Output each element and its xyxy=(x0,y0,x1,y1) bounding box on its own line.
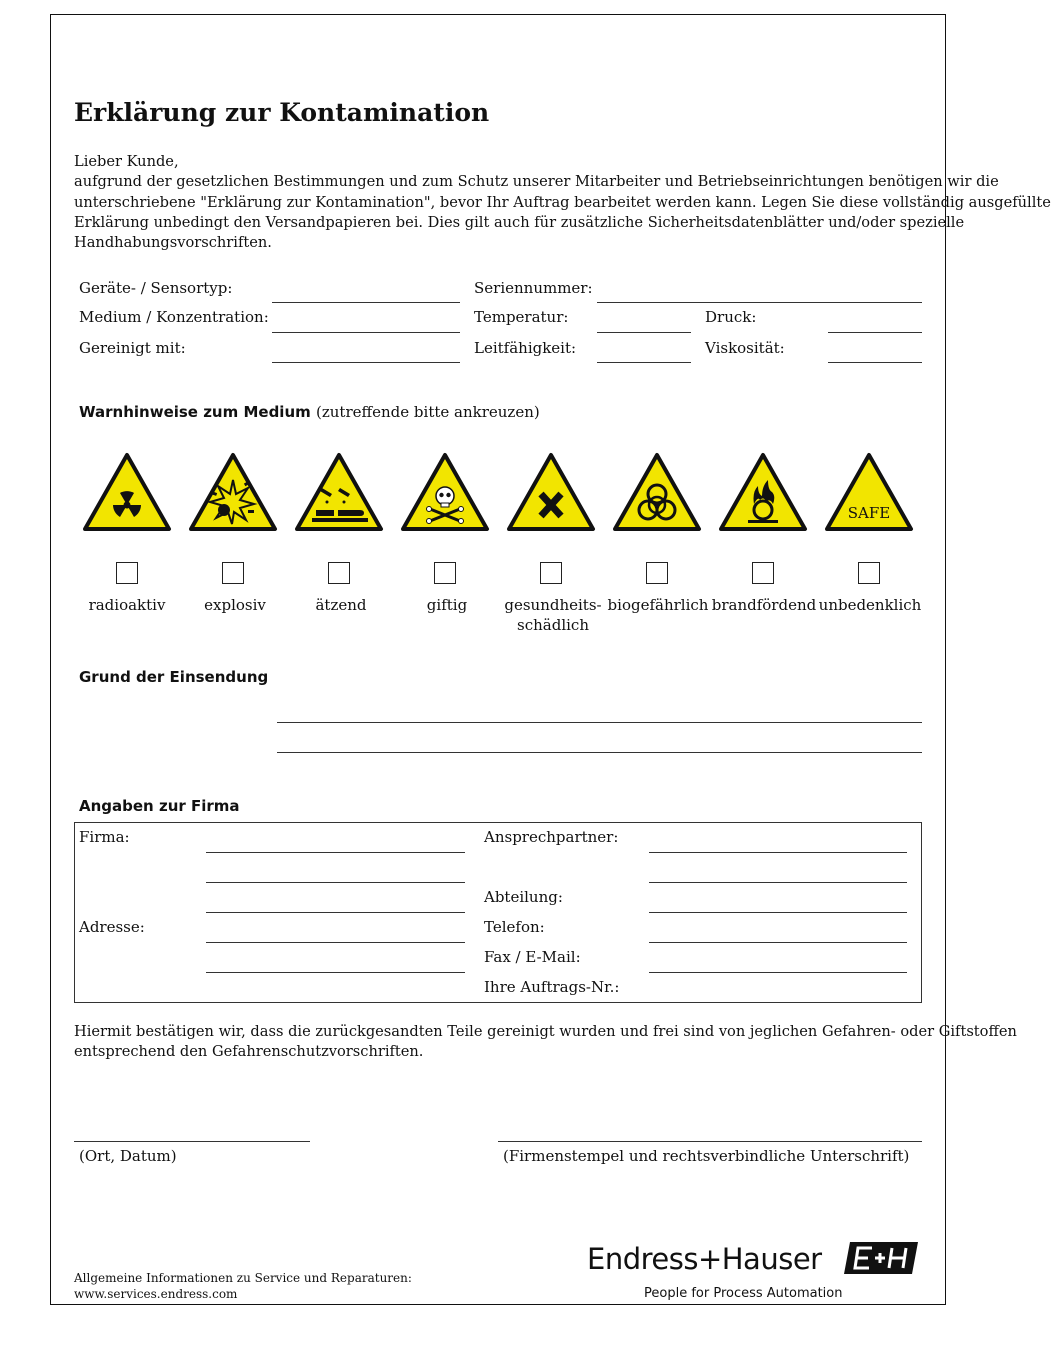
department-field[interactable] xyxy=(649,912,907,913)
stamp-label: (Firmenstempel und rechtsverbindliche Unterschrift) xyxy=(503,1147,910,1165)
checkbox-unbedenklich[interactable] xyxy=(858,562,880,584)
medium-field[interactable] xyxy=(272,332,460,333)
device-type-field[interactable] xyxy=(272,302,460,303)
confirmation-line: Hiermit bestätigen wir, dass die zurückgesandten Teile gereinigt wurden und frei sind von jeglichen Gefahren- oder Giftstoffen xyxy=(74,1023,1017,1040)
adresse-label: Adresse: xyxy=(79,918,145,936)
hazard-label: biogefährlich xyxy=(607,596,709,614)
pressure-label: Druck: xyxy=(705,308,757,326)
biohazard-icon xyxy=(612,452,702,532)
hazard-heading xyxy=(79,403,540,421)
temperature-field[interactable] xyxy=(597,332,691,333)
reason-line-2[interactable] xyxy=(277,752,922,753)
address-field-3[interactable] xyxy=(206,972,465,973)
toxic-skull-icon xyxy=(400,452,490,532)
intro-line: unterschriebene "Erklärung zur Kontamination", bevor Ihr Auftrag bearbeitet werden kann. Legen Sie diese vollständig ausgefüllte xyxy=(74,193,1051,211)
firma-label: Firma: xyxy=(79,828,130,846)
fax-label: Fax / E-Mail: xyxy=(484,948,581,966)
conductivity-field[interactable] xyxy=(597,362,691,363)
medium-label: Medium / Konzentration: xyxy=(79,308,269,326)
intro-line: aufgrund der gesetzlichen Bestimmungen und zum Schutz unserer Mitarbeiter und Betriebseinrichtungen benötigen wir die xyxy=(74,173,999,191)
pressure-field[interactable] xyxy=(828,332,922,333)
hazard-heading-text: Warnhinweise zum Medium xyxy=(79,403,311,421)
hazard-label: radioaktiv xyxy=(88,596,166,614)
radioactive-icon xyxy=(82,452,172,532)
confirmation-line: entsprechend den Gefahrenschutzvorschriften. xyxy=(74,1043,424,1061)
intro-line: Erklärung unbedingt den Versandpapieren bei. Dies gilt auch für zusätzliche Sicherheitsdatenblätter und/oder spezielle xyxy=(74,213,965,231)
page-title: Erklärung zur Kontamination xyxy=(74,98,490,127)
hazard-label-line2: schädlich xyxy=(517,616,589,634)
oxidizing-flame-icon xyxy=(718,452,808,532)
safe-icon xyxy=(824,452,914,532)
contact-field-2[interactable] xyxy=(649,882,907,883)
order-no-label: Ihre Auftrags-Nr.: xyxy=(484,978,620,996)
firma-field[interactable] xyxy=(206,852,465,853)
endress-hauser-logo-icon xyxy=(842,1240,920,1276)
confirmation-text xyxy=(74,1022,1017,1063)
hazard-label: explosiv xyxy=(204,596,266,614)
hazard-label: giftig xyxy=(426,596,468,614)
hazard-label: unbedenklich xyxy=(818,596,922,614)
contact-field[interactable] xyxy=(649,852,907,853)
cleaned-with-label: Gereinigt mit: xyxy=(79,339,186,357)
checkbox-biogefaehrlich[interactable] xyxy=(646,562,668,584)
company-heading: Angaben zur Firma xyxy=(79,797,240,815)
place-date-label: (Ort, Datum) xyxy=(79,1147,177,1165)
viscosity-field[interactable] xyxy=(828,362,922,363)
fax-field[interactable] xyxy=(649,972,907,973)
corrosive-icon xyxy=(294,452,384,532)
department-label: Abteilung: xyxy=(484,888,563,906)
checkbox-brandfoerdend[interactable] xyxy=(752,562,774,584)
address-field-1[interactable] xyxy=(206,912,465,913)
footer-url[interactable]: www.services.endress.com xyxy=(74,1287,238,1301)
harmful-cross-icon xyxy=(506,452,596,532)
hazard-label: brandfördend xyxy=(711,596,817,614)
explosive-icon xyxy=(188,452,278,532)
checkbox-explosiv[interactable] xyxy=(222,562,244,584)
intro-line: Handhabungsvorschriften. xyxy=(74,234,272,252)
firma-field-2[interactable] xyxy=(206,882,465,883)
checkbox-aetzend[interactable] xyxy=(328,562,350,584)
conductivity-label: Leitfähigkeit: xyxy=(474,339,577,357)
checkbox-giftig[interactable] xyxy=(434,562,456,584)
checkbox-gesundheitsschaedlich[interactable] xyxy=(540,562,562,584)
footer-info: Allgemeine Informationen zu Service und Reparaturen: xyxy=(74,1271,412,1285)
address-field-2[interactable] xyxy=(206,942,465,943)
safe-icon-text: SAFE xyxy=(847,504,891,522)
signature-field[interactable] xyxy=(498,1141,922,1142)
reason-heading: Grund der Einsendung xyxy=(79,668,269,686)
hazard-label-line1: gesundheits- xyxy=(504,596,602,614)
checkbox-radioaktiv[interactable] xyxy=(116,562,138,584)
phone-field[interactable] xyxy=(649,942,907,943)
serial-field[interactable] xyxy=(597,302,922,303)
contact-label: Ansprechpartner: xyxy=(484,828,619,846)
hazard-note: (zutreffende bitte ankreuzen) xyxy=(316,403,540,421)
serial-label: Seriennummer: xyxy=(474,279,593,297)
cleaned-with-field[interactable] xyxy=(272,362,460,363)
intro-text xyxy=(74,152,1051,253)
reason-line-1[interactable] xyxy=(277,722,922,723)
phone-label: Telefon: xyxy=(484,918,545,936)
logo-name: Endress+Hauser xyxy=(587,1242,822,1276)
logo-tagline: People for Process Automation xyxy=(644,1286,843,1301)
viscosity-label: Viskosität: xyxy=(705,339,785,357)
temperature-label: Temperatur: xyxy=(474,308,569,326)
device-type-label: Geräte- / Sensortyp: xyxy=(79,279,233,297)
intro-line: Lieber Kunde, xyxy=(74,153,179,170)
hazard-label xyxy=(498,595,608,635)
hazard-label: ätzend xyxy=(315,596,367,614)
place-date-field[interactable] xyxy=(74,1141,310,1142)
